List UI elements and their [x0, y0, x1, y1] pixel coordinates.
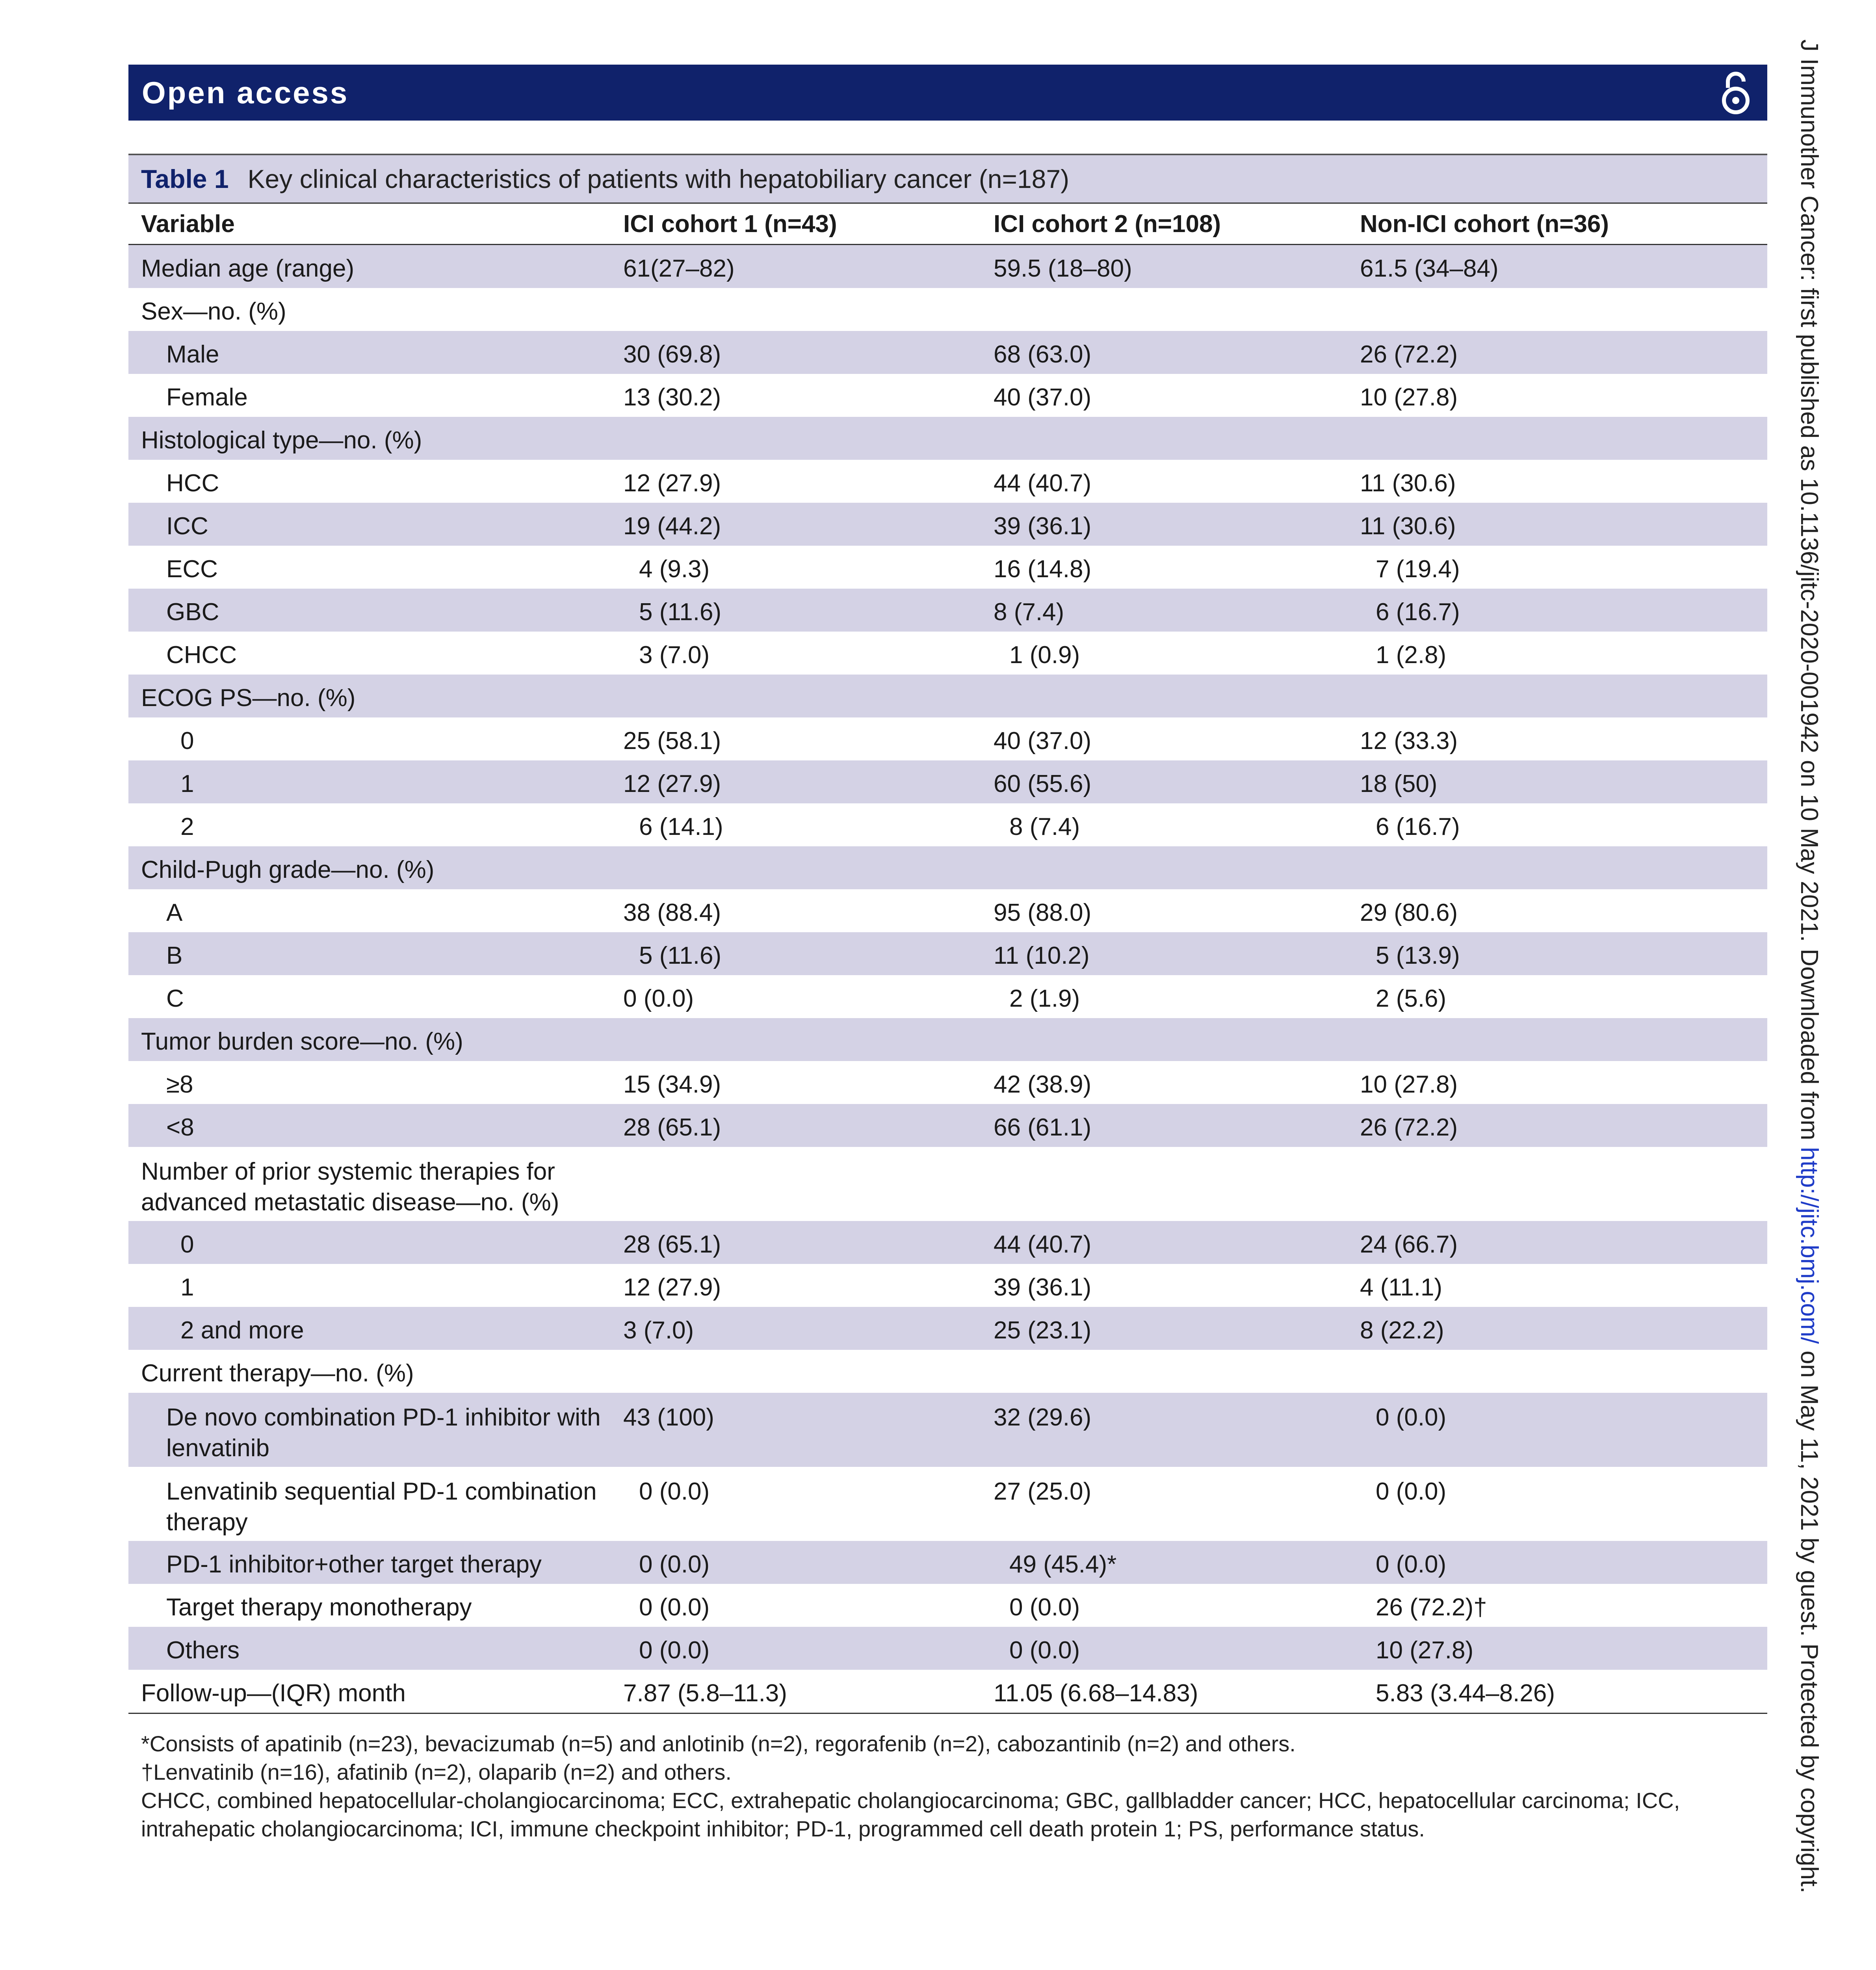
- table-cell: 61.5 (34–84): [1360, 255, 1499, 282]
- table-cell: 26 (72.2): [1360, 1114, 1458, 1141]
- row-variable: 1: [180, 770, 194, 797]
- table-row: [128, 288, 1767, 331]
- table-row: [128, 1307, 1767, 1350]
- table-caption: [128, 154, 1767, 203]
- table-cell: 5.83 (3.44–8.26): [1376, 1680, 1555, 1707]
- table-row: [128, 1264, 1767, 1307]
- table-row: [128, 846, 1767, 889]
- row-variable: Histological type—no. (%): [141, 427, 422, 454]
- row-variable: Current therapy—no. (%): [141, 1360, 414, 1387]
- table-row: [128, 1350, 1767, 1393]
- row-variable: Female: [166, 384, 248, 411]
- table-cell: 12 (33.3): [1360, 727, 1458, 755]
- journal-link[interactable]: http://jitc.bmj.com/: [1796, 1147, 1823, 1344]
- table-cell: 26 (72.2): [1360, 341, 1458, 368]
- table-cell: 8 (7.4): [994, 598, 1064, 626]
- row-variable: 0: [180, 727, 194, 755]
- table-title: Key clinical characteristics of patients with hepatobiliary cancer (n=187): [247, 164, 1070, 193]
- table-cell: 15 (34.9): [623, 1071, 721, 1098]
- row-variable: <8: [166, 1114, 194, 1141]
- table-body: [128, 245, 1767, 1713]
- table-cell: 3 (7.0): [623, 1317, 694, 1344]
- table-cell: 44 (40.7): [994, 1231, 1092, 1258]
- table-cell: 2 (1.9): [1009, 985, 1080, 1012]
- table-cell: 28 (65.1): [623, 1231, 721, 1258]
- table-cell: 25 (23.1): [994, 1317, 1092, 1344]
- row-variable: Target therapy monotherapy: [166, 1594, 472, 1621]
- row-variable: ECOG PS—no. (%): [141, 684, 356, 712]
- footnote: †Lenvatinib (n=16), afatinib (n=2), olaparib (n=2) and others.: [141, 1760, 732, 1784]
- row-variable: B: [166, 942, 183, 969]
- table-cell: 7.87 (5.8–11.3): [623, 1680, 787, 1707]
- table-cell: 13 (30.2): [623, 384, 721, 411]
- table-cell: 6 (16.7): [1376, 813, 1460, 840]
- footnote: CHCC, combined hepatocellular-cholangiocarcinoma; ECC, extrahepatic cholangiocarcinoma; GBC, gallbladder cancer; HCC, hepatocellular carcinoma; ICC, intrahepatic cholangiocarcinoma; ICI, immune checkpoint inhibitor; PD-1, programmed cell death protein 1; PS, performance status.: [141, 1788, 1680, 1841]
- table-1: [128, 154, 1767, 1843]
- open-access-banner: [128, 65, 1767, 121]
- table-cell: 10 (27.8): [1360, 1071, 1458, 1098]
- table-row: [128, 1541, 1767, 1584]
- table-cell: 3 (7.0): [639, 641, 710, 669]
- table-header-row: [128, 203, 1767, 245]
- table-row: [128, 331, 1767, 374]
- table-cell: 2 (5.6): [1376, 985, 1447, 1012]
- table-row: [128, 889, 1767, 932]
- row-variable: Lenvatinib sequential PD-1 combination therapy: [166, 1478, 597, 1536]
- table-cell: 61(27–82): [623, 255, 735, 282]
- table-cell: 26 (72.2)†: [1376, 1594, 1487, 1621]
- table-cell: 1 (2.8): [1376, 641, 1447, 669]
- table-row: [128, 1670, 1767, 1713]
- table-cell: 38 (88.4): [623, 899, 721, 926]
- table-cell: 25 (58.1): [623, 727, 721, 755]
- table-cell: 66 (61.1): [994, 1114, 1092, 1141]
- table-cell: 11 (10.2): [994, 942, 1090, 969]
- table-cell: 0 (0.0): [623, 985, 694, 1012]
- table-row: [128, 589, 1767, 632]
- table-cell: 7 (19.4): [1376, 556, 1460, 583]
- row-variable: Median age (range): [141, 255, 355, 282]
- table-cell: 12 (27.9): [623, 770, 721, 797]
- table-cell: 39 (36.1): [994, 513, 1092, 540]
- table-cell: 4 (11.1): [1360, 1274, 1443, 1301]
- table-row: [128, 1627, 1767, 1670]
- table-cell: 59.5 (18–80): [994, 255, 1132, 282]
- table-row: [128, 374, 1767, 417]
- table-row: [128, 803, 1767, 846]
- column-header: ICI cohort 2 (n=108): [994, 210, 1221, 238]
- table-cell: 12 (27.9): [623, 1274, 721, 1301]
- table-row: [128, 1018, 1767, 1061]
- row-variable: Follow-up—(IQR) month: [141, 1680, 406, 1707]
- row-variable: Others: [166, 1637, 240, 1664]
- table-footnotes: [128, 1714, 1767, 1843]
- table-cell: 0 (0.0): [639, 1637, 710, 1664]
- table-row: [128, 975, 1767, 1018]
- table-cell: 0 (0.0): [1009, 1637, 1080, 1664]
- row-variable: Sex—no. (%): [141, 298, 286, 325]
- row-variable: 2: [180, 813, 194, 840]
- table-cell: 1 (0.9): [1009, 641, 1080, 669]
- copyright-side-note: J Immunother Cancer: first published as 10.1136/jitc-2020-001942 on 10 May 2021. Downloaded from http://jitc.bmj.com/ on May 11, 2021 by guest. Protected by copyright.: [1796, 39, 1823, 1894]
- row-variable: Male: [166, 341, 219, 368]
- table-cell: 0 (0.0): [1376, 1404, 1447, 1431]
- footnote: *Consists of apatinib (n=23), bevacizumab (n=5) and anlotinib (n=2), regorafenib (n=2), cabozantinib (n=2) and others.: [141, 1731, 1296, 1756]
- table-cell: 8 (22.2): [1360, 1317, 1444, 1344]
- table-cell: 12 (27.9): [623, 470, 721, 497]
- row-variable: C: [166, 985, 184, 1012]
- table-cell: 0 (0.0): [1009, 1594, 1080, 1621]
- table-cell: 43 (100): [623, 1404, 714, 1431]
- table-cell: 10 (27.8): [1360, 384, 1458, 411]
- table-cell: 11.05 (6.68–14.83): [994, 1680, 1198, 1707]
- table-cell: 28 (65.1): [623, 1114, 721, 1141]
- table-cell: 68 (63.0): [994, 341, 1092, 368]
- table-row: [128, 1221, 1767, 1264]
- table-row: [128, 245, 1767, 288]
- table-cell: 5 (11.6): [639, 942, 722, 969]
- table-row: [128, 632, 1767, 675]
- banner-title: Open access: [142, 75, 349, 110]
- table-cell: 0 (0.0): [1376, 1551, 1447, 1578]
- column-header: Non-ICI cohort (n=36): [1360, 210, 1609, 238]
- table-label: Table 1: [141, 164, 229, 193]
- table-cell: 29 (80.6): [1360, 899, 1458, 926]
- row-variable: ≥8: [166, 1071, 193, 1098]
- row-variable: GBC: [166, 598, 219, 626]
- table-row: [128, 675, 1767, 717]
- row-variable: De novo combination PD-1 inhibitor with lenvatinib: [166, 1404, 601, 1462]
- column-header: ICI cohort 1 (n=43): [623, 210, 837, 238]
- table-cell: 0 (0.0): [639, 1594, 710, 1621]
- table-row: [128, 1584, 1767, 1627]
- row-variable: HCC: [166, 470, 219, 497]
- open-access-icon: [1717, 69, 1755, 116]
- table-row: [128, 1061, 1767, 1104]
- row-variable: 2 and more: [180, 1317, 304, 1344]
- table-cell: 27 (25.0): [994, 1478, 1092, 1505]
- table-cell: 16 (14.8): [994, 556, 1092, 583]
- table-cell: 5 (11.6): [639, 598, 722, 626]
- table-row: [128, 1104, 1767, 1147]
- table-cell: 18 (50): [1360, 770, 1438, 797]
- table-row: [128, 417, 1767, 460]
- row-variable: ICC: [166, 513, 208, 540]
- table-cell: 49 (45.4)*: [1009, 1551, 1117, 1578]
- table-cell: 11 (30.6): [1360, 513, 1456, 540]
- row-variable: Tumor burden score—no. (%): [141, 1028, 463, 1055]
- column-header: Variable: [141, 210, 235, 238]
- table-cell: 6 (14.1): [639, 813, 723, 840]
- table-row: [128, 1467, 1767, 1541]
- table-row: [128, 503, 1767, 546]
- table-cell: 44 (40.7): [994, 470, 1092, 497]
- table-cell: 11 (30.6): [1360, 470, 1456, 497]
- table-cell: 32 (29.6): [994, 1404, 1092, 1431]
- row-variable: 1: [180, 1274, 194, 1301]
- table-row: [128, 760, 1767, 803]
- table-row: [128, 460, 1767, 503]
- row-variable: CHCC: [166, 641, 237, 669]
- table-cell: 5 (13.9): [1376, 942, 1460, 969]
- row-variable: ECC: [166, 556, 218, 583]
- table-cell: 10 (27.8): [1376, 1637, 1474, 1664]
- table-row: [128, 1147, 1767, 1221]
- table-cell: 6 (16.7): [1376, 598, 1460, 626]
- table-row: [128, 546, 1767, 589]
- table-cell: 8 (7.4): [1009, 813, 1080, 840]
- table-cell: 30 (69.8): [623, 341, 721, 368]
- row-variable: A: [166, 899, 183, 926]
- table-cell: 24 (66.7): [1360, 1231, 1458, 1258]
- table-cell: 4 (9.3): [639, 556, 710, 583]
- row-variable: 0: [180, 1231, 194, 1258]
- row-variable: PD-1 inhibitor+other target therapy: [166, 1551, 542, 1578]
- table-cell: 0 (0.0): [1376, 1478, 1447, 1505]
- table-row: [128, 1393, 1767, 1467]
- table-cell: 40 (37.0): [994, 384, 1092, 411]
- table-cell: 40 (37.0): [994, 727, 1092, 755]
- table-cell: 42 (38.9): [994, 1071, 1092, 1098]
- table-cell: 0 (0.0): [639, 1551, 710, 1578]
- table-cell: 95 (88.0): [994, 899, 1092, 926]
- row-variable: Number of prior systemic therapies for advanced metastatic disease—no. (%): [141, 1158, 559, 1216]
- row-variable: Child-Pugh grade—no. (%): [141, 856, 435, 883]
- table-row: [128, 932, 1767, 975]
- table-cell: 60 (55.6): [994, 770, 1092, 797]
- table-row: [128, 717, 1767, 760]
- table-cell: 39 (36.1): [994, 1274, 1092, 1301]
- table-cell: 0 (0.0): [639, 1478, 710, 1505]
- table-cell: 19 (44.2): [623, 513, 721, 540]
